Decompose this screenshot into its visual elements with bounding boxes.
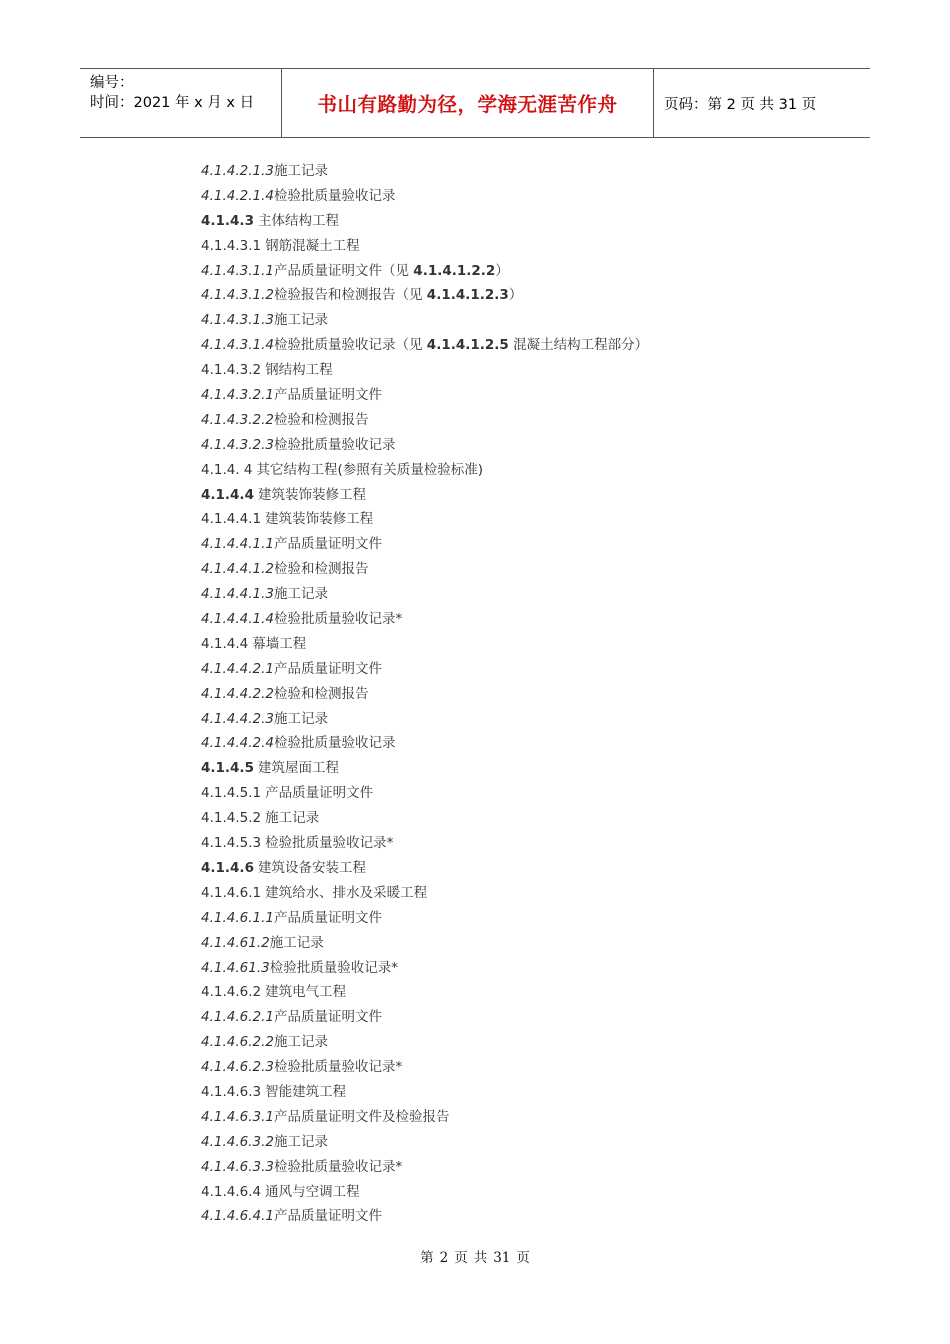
document-code-label: 编号： [90, 75, 134, 91]
outline-item-text: 施工记录 [274, 710, 328, 727]
outline-item [201, 931, 648, 956]
outline-item-text: 产品质量证明文件及检验报告 [274, 1108, 450, 1125]
outline-item-number: 4.1.4.3.1.2 [201, 287, 274, 304]
outline-item [201, 881, 648, 906]
outline-item-text: 检验报告和检测报告（见 [274, 287, 427, 304]
outline-item-reference: 4.1.4.1.2.3 [426, 287, 509, 304]
outline-item-text: 产品质量证明文件 [265, 785, 374, 802]
outline-item-text: 建筑给水、排水及采暖工程 [265, 884, 428, 901]
outline-item [201, 557, 648, 582]
outline-item-number: 4.1.4.3.2.3 [201, 436, 274, 453]
outline-item [201, 657, 648, 682]
outline-item-number: 4.1.4.4.2.2 [201, 685, 274, 702]
outline-item-number: 4.1.4.6.2 [201, 984, 262, 1001]
outline-item-number: 4.1.4.6.3 [201, 1083, 262, 1100]
outline-item-text: 检验和检测报告 [274, 685, 369, 702]
outline-item-number: 4.1.4. 4 [201, 461, 253, 478]
outline-item [201, 209, 648, 234]
outline-item-number: 4.1.4.6.1 [201, 884, 262, 901]
outline-item [201, 1105, 648, 1130]
outline-item-text: 产品质量证明文件 [274, 1009, 382, 1026]
outline-item [201, 607, 648, 632]
outline-item-text: 主体结构工程 [257, 212, 339, 229]
outline-item-text: 施工记录 [269, 934, 324, 951]
outline-item-number: 4.1.4.6.3.1 [201, 1108, 274, 1125]
outline-item-text: 检验批质量验收记录 [274, 436, 396, 453]
outline-item-number: 4.1.4.5.3 [201, 835, 262, 852]
outline-item-number: 4.1.4.6 [201, 859, 254, 876]
outline-item-number: 4.1.4.6.2.2 [201, 1034, 274, 1051]
outline-item-text: 建筑电气工程 [265, 984, 347, 1001]
page-footer [0, 1246, 950, 1266]
outline-item [201, 383, 648, 408]
outline-item [201, 682, 648, 707]
outline-item [201, 507, 648, 532]
outline-item-reference: 4.1.4.1.2.5 [426, 337, 509, 354]
outline-item-text: 产品质量证明文件 [274, 536, 382, 553]
outline-item-number: 4.1.4.3.1.1 [201, 262, 274, 279]
outline-item-text: 施工记录 [274, 312, 328, 329]
outline-item [201, 1030, 648, 1055]
outline-item-number: 4.1.4.6.1.1 [201, 909, 274, 926]
outline-item-number: 4.1.4.4.1.3 [201, 586, 274, 603]
outline-item-text: 钢筋混凝土工程 [265, 237, 360, 254]
outline-item [201, 259, 648, 284]
outline-item [201, 1204, 648, 1229]
outline-item-number: 4.1.4.3.1.3 [201, 312, 274, 329]
outline-item [201, 781, 648, 806]
outline-item [201, 906, 648, 931]
outline-item-text: 智能建筑工程 [265, 1083, 347, 1100]
outline-item-text: 其它结构工程(参照有关质量检验标准) [256, 461, 484, 478]
outline-item-text: 钢结构工程 [265, 362, 333, 379]
outline-item-text: 检验批质量验收记录* [265, 835, 394, 852]
outline-item-text: 产品质量证明文件 [274, 909, 382, 926]
outline-item-number: 4.1.4.6.3.3 [201, 1158, 274, 1175]
outline-item-text: 施工记录 [274, 586, 328, 603]
header-page-number: 页码：第 2 页 共 31 页 [664, 96, 817, 113]
outline-item-text: 产品质量证明文件 [274, 387, 382, 404]
footer-prefix: 第 [420, 1250, 434, 1266]
outline-item-number: 4.1.4.4.2.3 [201, 710, 274, 727]
document-time-label: 时间：2021 年 x 月 x 日 [90, 95, 255, 111]
outline-item [201, 756, 648, 781]
outline-item-tail: 混凝土结构工程部分） [508, 337, 649, 354]
outline-item-number: 4.1.4.6.2.3 [201, 1059, 274, 1076]
outline-item [201, 159, 648, 184]
outline-item-number: 4.1.4.6.4.1 [201, 1208, 274, 1225]
outline-item-number: 4.1.4.3.1.4 [201, 337, 274, 354]
outline-item [201, 731, 648, 756]
outline-item-tail: ） [495, 262, 509, 279]
outline-item-text: 产品质量证明文件 [274, 1208, 382, 1225]
outline-item [201, 856, 648, 881]
outline-item-number: 4.1.4.4 [201, 635, 249, 652]
outline-item-number: 4.1.4.3.2.1 [201, 387, 274, 404]
outline-item [201, 1180, 648, 1205]
outline-item [201, 532, 648, 557]
outline-item [201, 1080, 648, 1105]
outline-item [201, 308, 648, 333]
footer-page-unit: 页 [454, 1250, 468, 1266]
outline-item [201, 234, 648, 259]
outline-item-text: 检验和检测报告 [274, 561, 369, 578]
outline-item-number: 4.1.4.2.1.3 [201, 163, 274, 179]
outline-item-text: 检验和检测报告 [274, 411, 369, 428]
outline-item [201, 483, 648, 508]
outline-item [201, 831, 648, 856]
outline-item-number: 4.1.4.61.3 [201, 959, 270, 976]
outline-item-text: 施工记录 [274, 1133, 328, 1150]
footer-total-prefix: 共 [473, 1250, 488, 1266]
outline-item-text: 检验批质量验收记录* [274, 611, 403, 628]
outline-item [201, 956, 648, 981]
outline-item [201, 806, 648, 831]
header-info [80, 69, 281, 137]
footer-page: 2 [439, 1250, 449, 1266]
outline-item-number: 4.1.4.61.2 [201, 934, 270, 951]
outline-item-text: 施工记录 [274, 1034, 328, 1051]
footer-total: 31 [493, 1250, 511, 1266]
outline-item-text: 施工记录 [274, 163, 328, 179]
outline-list [201, 159, 648, 1229]
outline-item-number: 4.1.4.4.1.2 [201, 561, 274, 578]
outline-item-number: 4.1.4.3 [201, 212, 254, 229]
outline-item-text: 检验批质量验收记录* [274, 1158, 403, 1175]
outline-item-number: 4.1.4.3.1 [201, 237, 262, 254]
outline-item [201, 458, 648, 483]
outline-item [201, 1055, 648, 1080]
outline-item [201, 184, 648, 209]
outline-item-text: 施工记录 [265, 810, 320, 827]
outline-item [201, 632, 648, 657]
outline-item [201, 333, 648, 358]
outline-item-number: 4.1.4.3.2.2 [201, 411, 274, 428]
outline-item-number: 4.1.4.4.2.4 [201, 735, 274, 752]
outline-item-text: 检验批质量验收记录* [269, 959, 398, 976]
outline-item-number: 4.1.4.4.1 [201, 511, 262, 528]
outline-item [201, 358, 648, 383]
outline-item-text: 建筑装饰装修工程 [257, 486, 366, 503]
outline-item-number: 4.1.4.4.1.4 [201, 611, 274, 628]
outline-item-number: 4.1.4.4.1.1 [201, 536, 274, 553]
outline-item-number: 4.1.4.4 [201, 486, 254, 503]
outline-item-number: 4.1.4.5.1 [201, 785, 262, 802]
outline-item-text: 产品质量证明文件（见 [274, 262, 414, 279]
outline-item-tail: ） [508, 287, 523, 304]
outline-item-text: 幕墙工程 [252, 635, 307, 652]
outline-item-number: 4.1.4.6.2.1 [201, 1009, 274, 1026]
outline-item-text: 建筑屋面工程 [257, 760, 339, 777]
outline-item-number: 4.1.4.5 [201, 760, 254, 777]
outline-item-text: 产品质量证明文件 [274, 660, 382, 677]
outline-item-number: 4.1.4.4.2.1 [201, 660, 274, 677]
outline-item-text: 检验批质量验收记录* [274, 1059, 403, 1076]
outline-item-text: 检验批质量验收记录 [274, 735, 396, 752]
outline-item-number: 4.1.4.3.2 [201, 362, 262, 379]
outline-item [201, 707, 648, 732]
header-motto: 书山有路勤为径，学海无涯苦作舟 [281, 69, 654, 137]
outline-item [201, 283, 648, 308]
outline-item-number: 4.1.4.2.1.4 [201, 187, 274, 204]
outline-item-text: 检验批质量验收记录 [274, 187, 396, 204]
outline-item-number: 4.1.4.6.4 [201, 1183, 262, 1200]
outline-item-text: 建筑设备安装工程 [257, 859, 366, 876]
outline-item-text: 检验批质量验收记录（见 [274, 337, 427, 354]
outline-item-text: 建筑装饰装修工程 [265, 511, 374, 528]
outline-item [201, 582, 648, 607]
outline-item-reference: 4.1.4.1.2.2 [413, 262, 496, 279]
outline-item-text: 通风与空调工程 [265, 1183, 360, 1200]
outline-item [201, 1130, 648, 1155]
outline-item [201, 1155, 648, 1180]
outline-item [201, 1005, 648, 1030]
outline-item [201, 980, 648, 1005]
outline-item-number: 4.1.4.6.3.2 [201, 1133, 274, 1150]
outline-item [201, 433, 648, 458]
page-header [80, 68, 870, 138]
footer-total-unit: 页 [516, 1250, 530, 1266]
outline-item [201, 408, 648, 433]
outline-item-number: 4.1.4.5.2 [201, 810, 262, 827]
